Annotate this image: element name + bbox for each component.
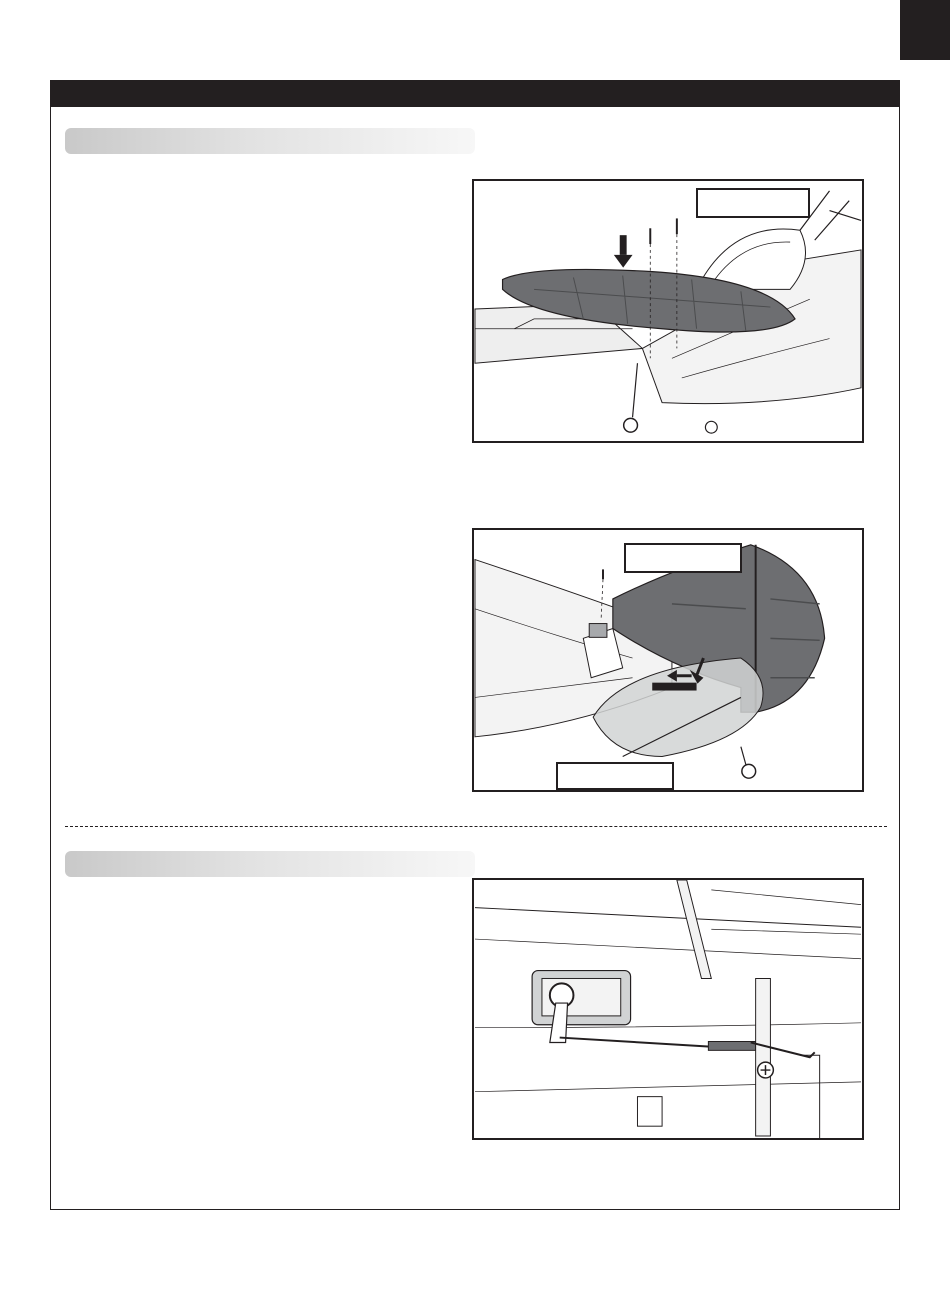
stabilizer-illustration: [474, 181, 862, 441]
header-bar: [51, 81, 899, 107]
figure-fin-install: [472, 528, 864, 792]
figure-stabilizer-install: [472, 179, 864, 443]
figure-2-callout-bottom: [556, 762, 674, 790]
figure-servo-linkage: [472, 878, 864, 1140]
section-1-title-bar: [65, 128, 475, 154]
section-2-title-bar: [65, 851, 475, 877]
servo-linkage-illustration: [474, 880, 862, 1138]
page-corner-tab: [900, 0, 950, 60]
figure-1-callout: [696, 188, 810, 218]
section-divider: [65, 826, 887, 827]
figure-2-callout-top: [624, 543, 742, 573]
